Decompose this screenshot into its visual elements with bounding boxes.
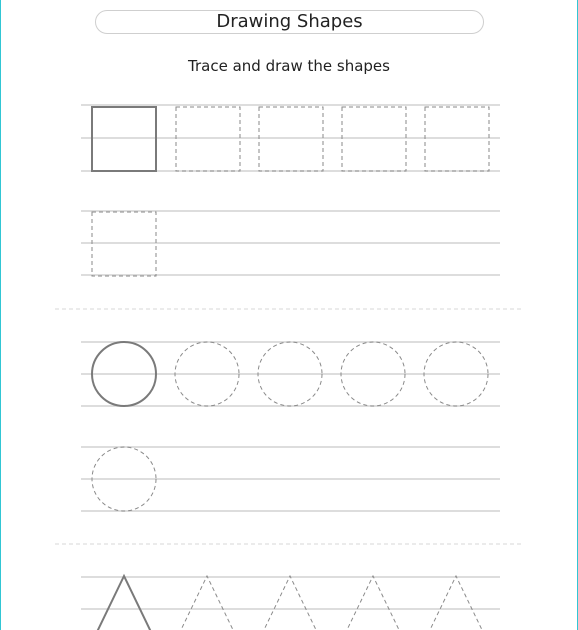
- example-triangle: [96, 576, 152, 630]
- square-section: [92, 107, 489, 276]
- triangle-section: [96, 576, 484, 630]
- trace-square: [425, 107, 489, 171]
- section-dividers: [55, 309, 524, 544]
- trace-square: [176, 107, 240, 171]
- trace-triangle: [345, 576, 401, 630]
- worksheet-title: Drawing Shapes: [216, 11, 363, 32]
- example-square: [92, 107, 156, 171]
- trace-square: [342, 107, 406, 171]
- practice-trace-square: [92, 212, 156, 276]
- trace-triangle: [262, 576, 318, 630]
- worksheet-instruction: Trace and draw the shapes: [188, 57, 390, 75]
- trace-square: [259, 107, 323, 171]
- circle-section: [92, 342, 488, 511]
- trace-triangle: [428, 576, 484, 630]
- guide-lines: [81, 105, 500, 609]
- trace-triangle: [179, 576, 235, 630]
- worksheet-drawing-area: [1, 0, 577, 630]
